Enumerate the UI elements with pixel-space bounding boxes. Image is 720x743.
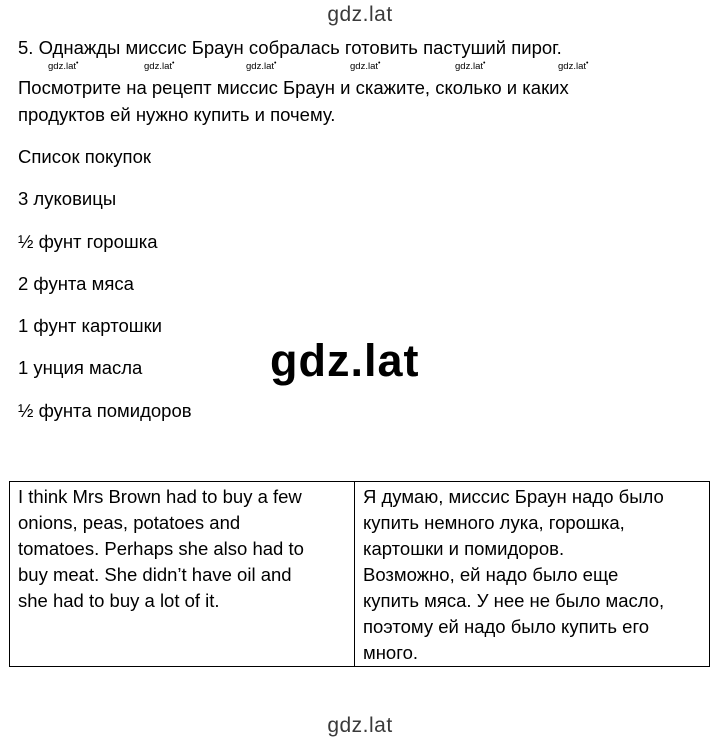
small-watermark: gdz.lat• bbox=[246, 60, 277, 73]
answer-russian-line: купить мяса. У нее не было масло, bbox=[363, 590, 665, 611]
answer-english-line: I think Mrs Brown had to buy a few bbox=[18, 486, 302, 507]
shopping-list-item: 1 унция масла bbox=[18, 357, 143, 378]
shopping-list-title: Список покупок bbox=[18, 146, 151, 167]
shopping-list-item: ½ фунт горошка bbox=[18, 231, 158, 252]
answer-russian-line: Возможно, ей надо было еще bbox=[363, 564, 619, 585]
small-watermark-row bbox=[0, 60, 720, 74]
shopping-list-item: 2 фунта мяса bbox=[18, 273, 134, 294]
answer-english-line: buy meat. She didn’t have oil and bbox=[18, 564, 292, 585]
answer-english-line: she had to buy a lot of it. bbox=[18, 590, 220, 611]
shopping-list-item: 3 луковицы bbox=[18, 188, 117, 209]
answer-russian-cell bbox=[355, 482, 710, 667]
task-line-2: Посмотрите на рецепт миссис Браун и скажите, сколько и каких bbox=[18, 77, 569, 98]
task-line-1: 5. Однажды миссис Браун собралась готовить пастуший пирог. bbox=[18, 37, 562, 58]
answer-russian-line: много. bbox=[363, 642, 418, 663]
watermark-top: gdz.lat bbox=[327, 3, 393, 26]
small-watermark: gdz.lat• bbox=[558, 60, 589, 73]
shopping-list-item: 1 фунт картошки bbox=[18, 315, 163, 336]
answer-russian-line: картошки и помидоров. bbox=[363, 538, 565, 559]
answer-russian-line: Я думаю, миссис Браун надо было bbox=[363, 486, 664, 507]
table-row bbox=[10, 482, 710, 667]
small-watermark: gdz.lat• bbox=[144, 60, 175, 73]
shopping-list-item: ½ фунта помидоров bbox=[18, 400, 192, 421]
watermark-center: gdz.lat bbox=[270, 335, 420, 386]
small-watermark: gdz.lat• bbox=[48, 60, 79, 73]
watermark-bottom: gdz.lat bbox=[327, 714, 393, 737]
answer-table bbox=[9, 481, 710, 667]
answer-english-cell bbox=[10, 482, 355, 667]
answer-russian-line: купить немного лука, горошка, bbox=[363, 512, 625, 533]
answer-english-line: onions, peas, potatoes and bbox=[18, 512, 241, 533]
small-watermark: gdz.lat• bbox=[350, 60, 381, 73]
small-watermark: gdz.lat• bbox=[455, 60, 486, 73]
answer-english-line: tomatoes. Perhaps she also had to bbox=[18, 538, 304, 559]
task-line-3: продуктов ей нужно купить и почему. bbox=[18, 104, 336, 125]
answer-russian-line: поэтому ей надо было купить его bbox=[363, 616, 650, 637]
